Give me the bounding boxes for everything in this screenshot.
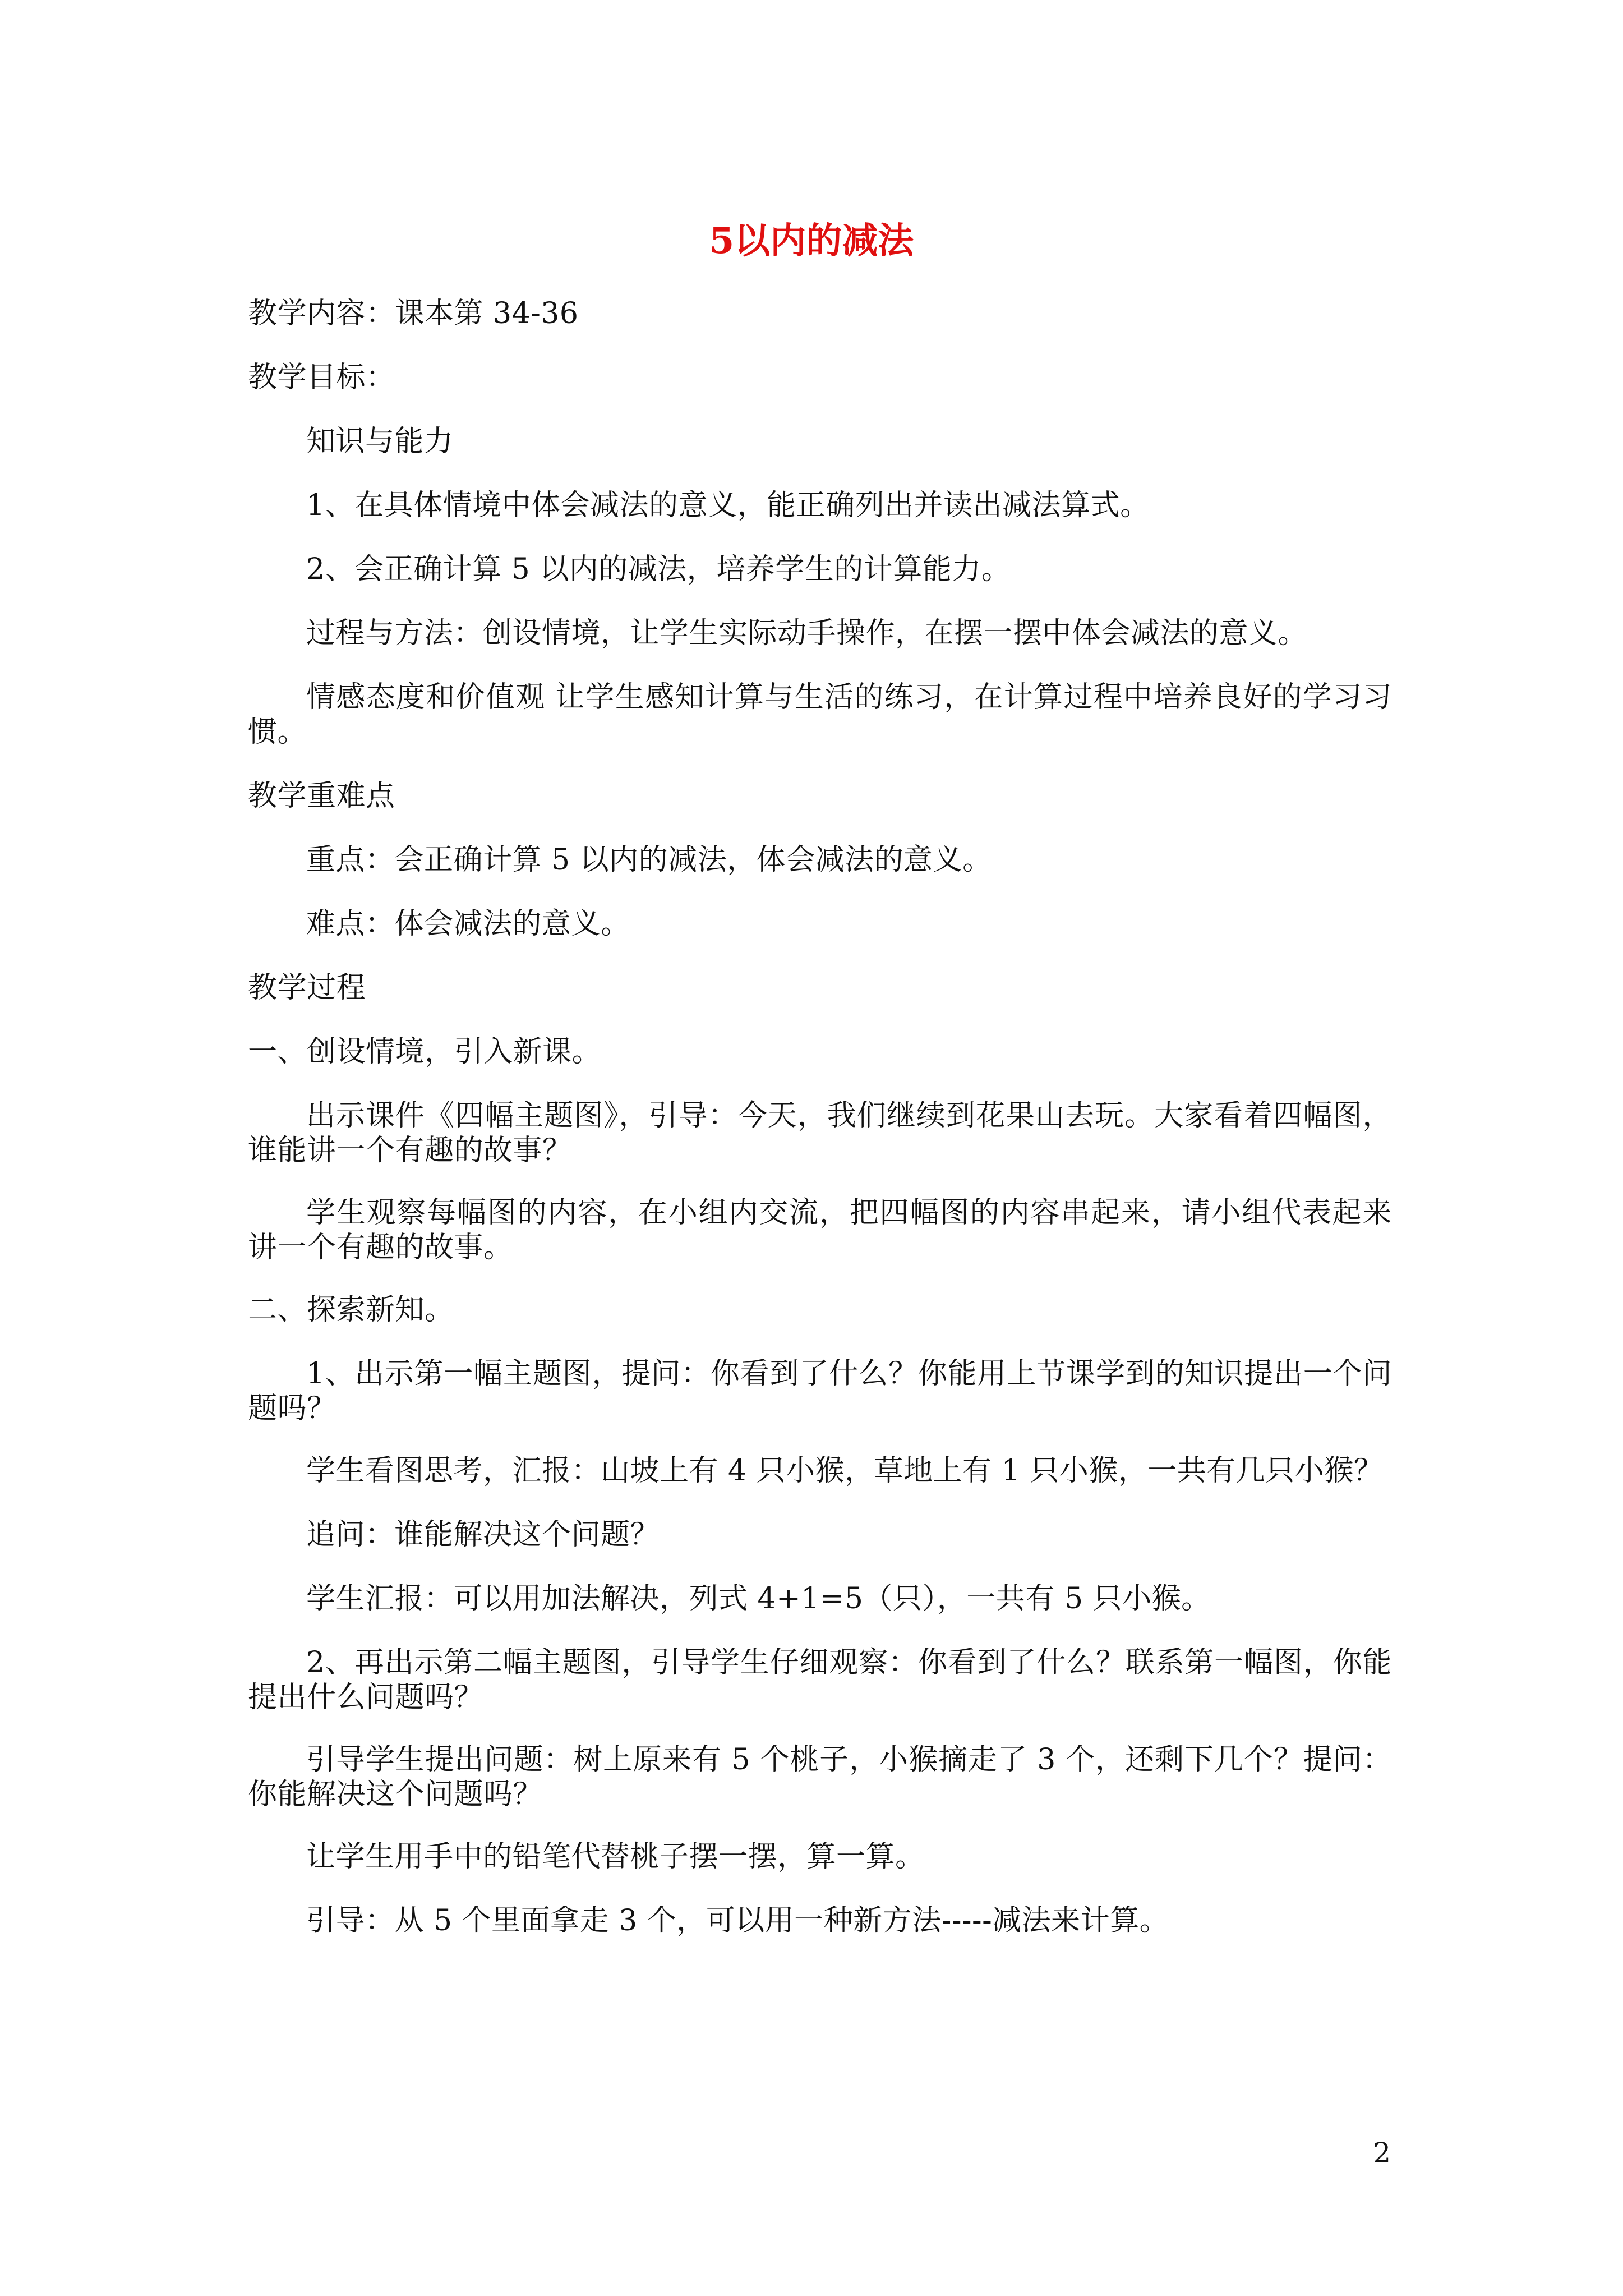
paragraph-student-observe: 学生观察每幅图的内容，在小组内交流，把四幅图的内容串起来，请小组代表起来讲一个有趣的故事。 [248, 1196, 1392, 1264]
paragraph-show-courseware: 出示课件《四幅主题图》，引导：今天，我们继续到花果山去玩。大家看着四幅图，谁能讲一个有趣的故事？ [248, 1099, 1392, 1167]
paragraph-teaching-process: 教学过程 [248, 971, 366, 1005]
document-body [248, 296, 1392, 1967]
paragraph-section-one: 一、创设情境，引入新课。 [248, 1035, 602, 1069]
paragraph-process-method: 过程与方法：创设情境，让学生实际动手操作，在摆一摆中体会减法的意义。 [306, 616, 1308, 650]
paragraph-follow-up: 追问：谁能解决这个问题？ [306, 1518, 660, 1552]
paragraph-student-report-answer: 学生汇报：可以用加法解决，列式 4+1=5（只），一共有 5 只小猴。 [306, 1582, 1211, 1616]
paragraph-goal-1: 1、在具体情境中体会减法的意义，能正确列出并读出减法算式。 [306, 489, 1150, 522]
paragraph-pencil-activity: 让学生用手中的铅笔代替桃子摆一摆，算一算。 [306, 1840, 925, 1874]
paragraph-emotional-attitude: 情感态度和价值观 让学生感知计算与生活的练习，在计算过程中培养良好的学习习惯。 [248, 680, 1392, 749]
document-title: 5以内的减法 [709, 220, 914, 262]
paragraph-goal-2: 2、会正确计算 5 以内的减法，培养学生的计算能力。 [306, 553, 1011, 586]
paragraph-student-report-question: 学生看图思考，汇报：山坡上有 4 只小猴，草地上有 1 只小猴，一共有几只小猴？ [306, 1454, 1384, 1488]
paragraph-key-difficulties: 教学重难点 [248, 779, 395, 813]
paragraph-teaching-goals: 教学目标： [248, 361, 395, 394]
paragraph-knowledge-ability: 知识与能力 [306, 425, 454, 458]
paragraph-key-point: 重点：会正确计算 5 以内的减法，体会减法的意义。 [306, 843, 992, 877]
paragraph-guide-question: 引导学生提出问题：树上原来有 5 个桃子，小猴摘走了 3 个，还剩下几个？提问：你能解决这个问题吗？ [248, 1743, 1392, 1811]
paragraph-section-two: 二、探索新知。 [248, 1293, 454, 1327]
paragraph-first-picture: 1、出示第一幅主题图，提问：你看到了什么？你能用上节课学到的知识提出一个问题吗？ [248, 1357, 1392, 1425]
paragraph-difficult-point: 难点：体会减法的意义。 [306, 907, 630, 941]
paragraph-teaching-content: 教学内容：课本第 34-36 [248, 297, 579, 330]
paragraph-subtraction-intro: 引导：从 5 个里面拿走 3 个，可以用一种新方法-----减法来计算。 [306, 1904, 1169, 1938]
paragraph-second-picture: 2、再出示第二幅主题图，引导学生仔细观察：你看到了什么？联系第一幅图，你能提出什么问题吗？ [248, 1646, 1392, 1714]
page-number: 2 [1373, 2137, 1391, 2169]
